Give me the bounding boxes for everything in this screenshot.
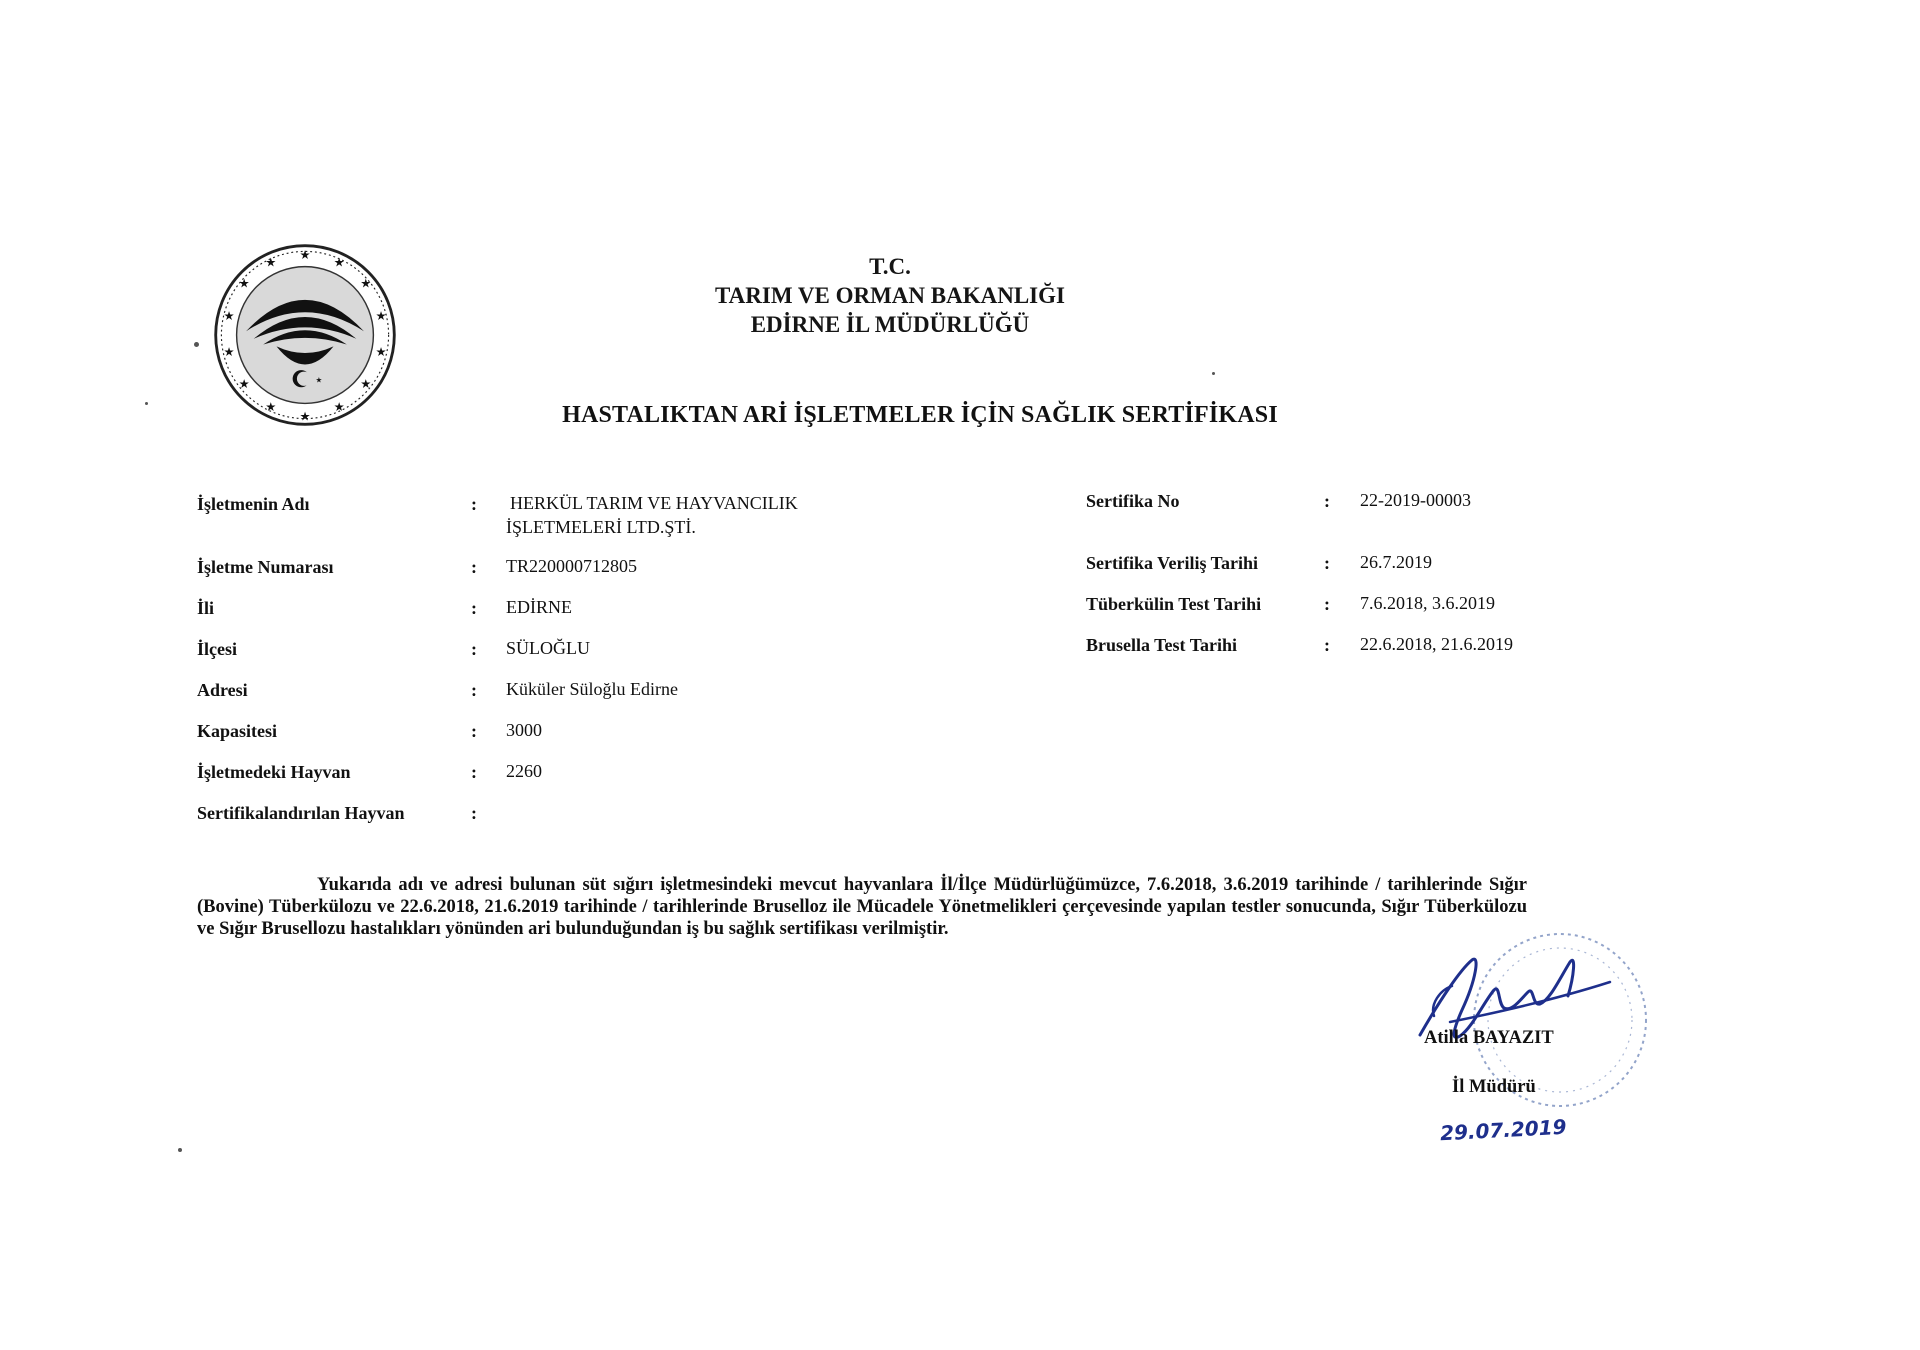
field-separator: : [471, 494, 477, 514]
svg-text:★: ★ [315, 375, 323, 385]
field-label-capacity: Kapasitesi [197, 721, 278, 741]
svg-text:★: ★ [223, 308, 235, 323]
field-value-certificate-no: 22-2019-00003 [1360, 490, 1471, 510]
svg-text:★: ★ [299, 248, 311, 262]
field-value-business-number: TR220000712805 [506, 556, 638, 576]
header-line-tc: T.C. [869, 254, 911, 279]
svg-text:★: ★ [333, 255, 345, 270]
field-separator: : [471, 680, 477, 700]
svg-text:★: ★ [265, 400, 277, 414]
svg-text:★: ★ [375, 344, 387, 359]
handwritten-date: 29.07.2019 [1439, 1114, 1568, 1146]
field-value-capacity: 3000 [506, 720, 542, 740]
header-line-directorate: EDİRNE İL MÜDÜRLÜĞÜ [750, 312, 1030, 337]
field-value-province: EDİRNE [506, 597, 572, 617]
field-separator: : [471, 557, 477, 577]
field-value-business-name-line2: İŞLETMELERİ LTD.ŞTİ. [506, 517, 696, 537]
field-label-issue-date: Sertifika Veriliş Tarihi [1086, 553, 1259, 573]
document-title: HASTALIKTAN ARİ İŞLETMELER İÇİN SAĞLIK SERTİFİKASI [562, 402, 1278, 428]
field-separator: : [1324, 635, 1330, 655]
svg-text:★: ★ [265, 255, 277, 270]
field-label-brucella-test-date: Brusella Test Tarihi [1086, 635, 1238, 655]
svg-text:★: ★ [223, 344, 235, 359]
field-separator: : [471, 803, 477, 823]
signatory-title: İl Müdürü [1452, 1077, 1536, 1097]
signatory-name: Atilla BAYAZIT [1424, 1028, 1554, 1048]
field-separator: : [471, 762, 477, 782]
field-separator: : [1324, 594, 1330, 614]
svg-text:★: ★ [238, 377, 250, 392]
field-label-tuberculin-test-date: Tüberkülin Test Tarihi [1086, 594, 1262, 614]
svg-text:★: ★ [299, 409, 311, 424]
svg-text:★: ★ [333, 400, 345, 414]
ministry-header [640, 252, 1140, 339]
field-separator: : [471, 598, 477, 618]
field-value-address: Küküler Süloğlu Edirne [506, 679, 678, 699]
field-label-animals-in-business: İşletmedeki Hayvan [197, 762, 351, 782]
field-separator: : [471, 639, 477, 659]
field-label-business-number: İşletme Numarası [197, 557, 334, 577]
field-label-certified-animals: Sertifikalandırılan Hayvan [197, 803, 405, 823]
field-separator: : [1324, 553, 1330, 573]
field-label-certificate-no: Sertifika No [1086, 491, 1180, 511]
field-value-district: SÜLOĞLU [506, 638, 590, 658]
ministry-emblem-icon [210, 240, 400, 430]
scan-speck [1212, 372, 1215, 375]
field-label-address: Adresi [197, 680, 248, 700]
field-value-animals-in-business: 2260 [506, 761, 542, 781]
svg-text:★: ★ [238, 276, 250, 291]
field-value-business-name [506, 491, 798, 539]
scan-speck [194, 342, 199, 347]
svg-text:★: ★ [375, 308, 387, 323]
field-value-tuberculin-test-date: 7.6.2018, 3.6.2019 [1360, 593, 1495, 613]
field-value-issue-date: 26.7.2019 [1360, 552, 1432, 572]
field-label-district: İlçesi [197, 639, 237, 659]
svg-text:★: ★ [360, 377, 372, 392]
field-separator: : [471, 721, 477, 741]
header-line-ministry: TARIM VE ORMAN BAKANLIĞI [715, 283, 1065, 308]
field-separator: : [1324, 491, 1330, 511]
scan-speck [178, 1148, 182, 1152]
svg-text:★: ★ [360, 276, 372, 291]
scan-speck [145, 402, 148, 405]
certification-statement: Yukarıda adı ve adresi bulunan süt sığırı işletmesindeki mevcut hayvanlara İl/İlçe Müdürlüğümüzce, 7.6.2018, 3.6.2019 tarihinde / tarihlerinde Sığır (Bovine) Tüberkülozu ve 22.6.2018, 21.6.2019 tarihinde / tarihlerinde Bruselloz ile Mücadele Yönetmelikleri çerçevesinde yapılan testler sonucunda, Sığır Tüberkülozu ve Sığır Brusellozu hastalıkları yönünden ari bulunduğundan iş bu sağlık sertifikası verilmiştir. [197, 875, 1527, 939]
field-value-brucella-test-date: 22.6.2018, 21.6.2019 [1360, 634, 1513, 654]
field-label-business-name: İşletmenin Adı [197, 494, 310, 514]
field-value-business-name-line1: HERKÜL TARIM VE HAYVANCILIK [510, 493, 798, 513]
field-label-province: İli [197, 598, 215, 618]
